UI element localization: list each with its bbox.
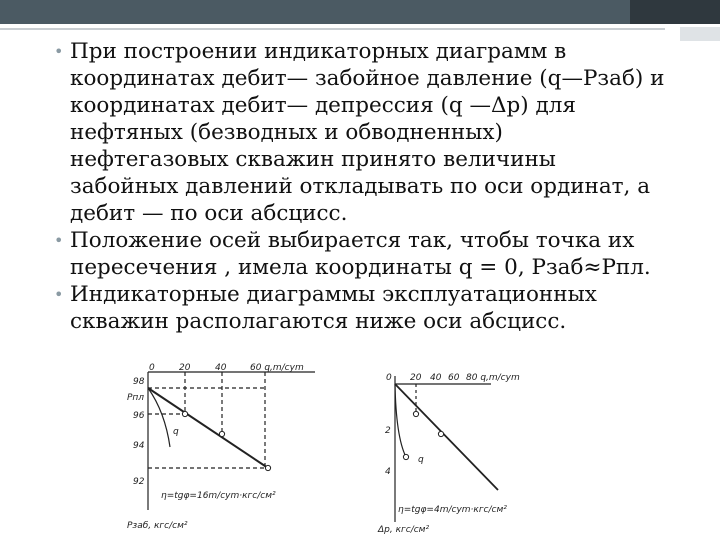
left-y-tick-96: 96 (133, 411, 145, 421)
header-rule-accent (680, 27, 720, 41)
right-y-axis-label: Δp, кгс/см² (378, 525, 430, 535)
left-x-tick-20: 20 (179, 363, 191, 373)
left-y-tick-ppl: Рпл (127, 393, 145, 403)
bullet-text: Положение осей выбирается так, чтобы точка их пересечения , имела координаты q = 0, Рзаб≈Рпл. (70, 228, 651, 280)
left-y-tick-94: 94 (133, 441, 145, 451)
right-formula: η=tgφ=4m/cym·кгс/см² (398, 505, 507, 515)
right-x-tick-20: 20 (410, 373, 422, 383)
bullet-text: Индикаторные диаграммы эксплуатационных скважин располагаются ниже оси абсцисс. (70, 282, 597, 334)
title-bar (0, 0, 720, 24)
header-rule (0, 28, 665, 30)
left-curve-label: q (173, 427, 179, 437)
bullet-icon: • (54, 42, 64, 61)
left-x-tick-0: 0 (149, 363, 155, 373)
bullet-icon: • (54, 231, 64, 250)
bullet-item-1 (56, 38, 666, 227)
bullet-item-2 (56, 227, 666, 281)
bullet-text: При построении индикаторных диаграмм в координатах дебит— забойное давление (q—Рзаб) и координатах дебит— депрессия (q —Δр) для нефтяных (безводных и обводненных) нефтегазовых скважин принято величины забойных давлений откладывать по оси ординат, а дебит — по оси абсцисс. (70, 39, 665, 226)
bullet-icon: • (54, 285, 64, 304)
right-x-axis-label: 80 q,m/cym (466, 373, 520, 383)
left-formula: η=tgφ=16m/cym·кгс/см² (161, 491, 276, 501)
indicator-diagram-left (125, 362, 325, 540)
bullet-list (56, 38, 666, 335)
left-y-axis-label: Рзаб, кгс/см² (127, 521, 188, 531)
right-y-tick-2: 2 (385, 426, 391, 436)
left-x-tick-40: 40 (215, 363, 227, 373)
left-y-tick-98: 98 (133, 377, 145, 387)
right-y-tick-4: 4 (385, 467, 391, 477)
right-x-tick-60: 60 (448, 373, 460, 383)
left-x-axis-label: 60 q,m/cym (250, 363, 304, 373)
bullet-item-3 (56, 281, 666, 335)
left-y-tick-92: 92 (133, 477, 145, 487)
right-x-tick-0: 0 (386, 373, 392, 383)
indicator-diagram-right (376, 362, 536, 540)
title-bar-accent (630, 0, 720, 24)
right-curve-label: q (418, 455, 424, 465)
right-x-tick-40: 40 (430, 373, 442, 383)
